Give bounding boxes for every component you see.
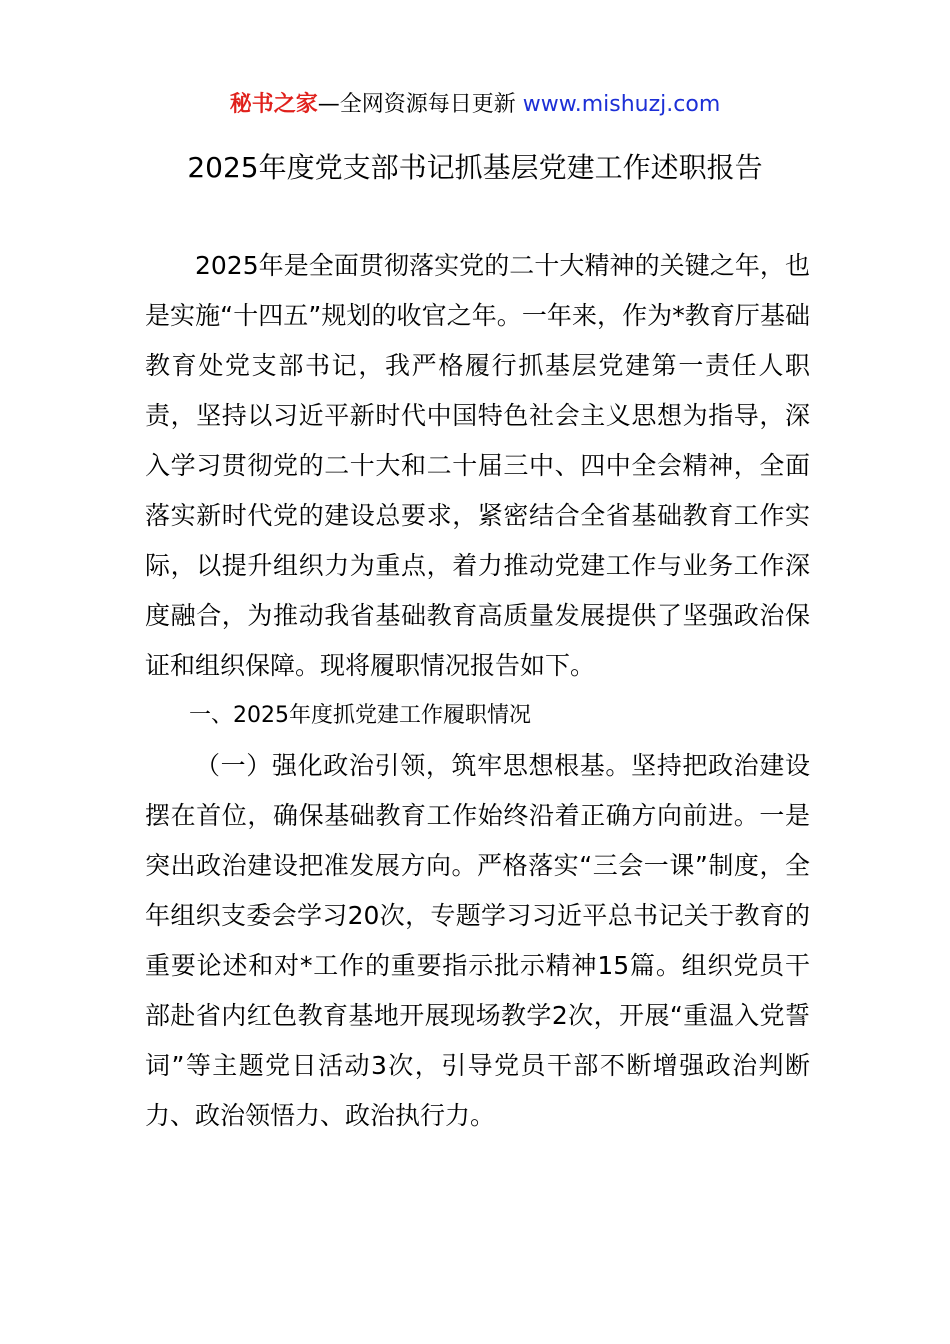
intro-paragraph: 2025年是全面贯彻落实党的二十大精神的关键之年，也是实施“十四五”规划的收官之年。一年来，作为*教育厅基础教育处党支部书记，我严格履行抓基层党建第一责任人职责，坚持以习近平新时代中国特色社会主义思想为指导，深入学习贯彻党的二十大和二十届三中、四中全会精神，全面落实新时代党的建设总要求，紧密结合全省基础教育工作实际，以提升组织力为重点，着力推动党建工作与业务工作深度融合，为推动我省基础教育高质量发展提供了坚强政治保证和组织保障。现将履职情况报告如下。 bbox=[145, 251, 810, 680]
site-slogan: —全网资源每日更新 bbox=[317, 92, 523, 117]
site-url-link[interactable]: www.mishuzj.com bbox=[522, 92, 721, 117]
document-title: 2025年度党支部书记抓基层党建工作述职报告 bbox=[187, 151, 763, 184]
section-paragraph: （一）强化政治引领，筑牢思想根基。坚持把政治建设摆在首位，确保基础教育工作始终沿着正确方向前进。一是突出政治建设把准发展方向。严格落实“三会一课”制度，全年组织支委会学习20次，专题学习习近平总书记关于教育的重要论述和对*工作的重要指示批示精神15篇。组织党员干部赴省内红色教育基地开展现场教学2次，开展“重温入党誓词”等主题党日活动3次，引导党员干部不断增强政治判断力、政治领悟力、政治执行力。 bbox=[145, 751, 810, 1130]
site-header bbox=[0, 88, 950, 122]
site-brand: 秘书之家 bbox=[229, 92, 318, 117]
document-body bbox=[145, 241, 810, 1141]
section-heading: 一、2025年度抓党建工作履职情况 bbox=[189, 703, 531, 728]
